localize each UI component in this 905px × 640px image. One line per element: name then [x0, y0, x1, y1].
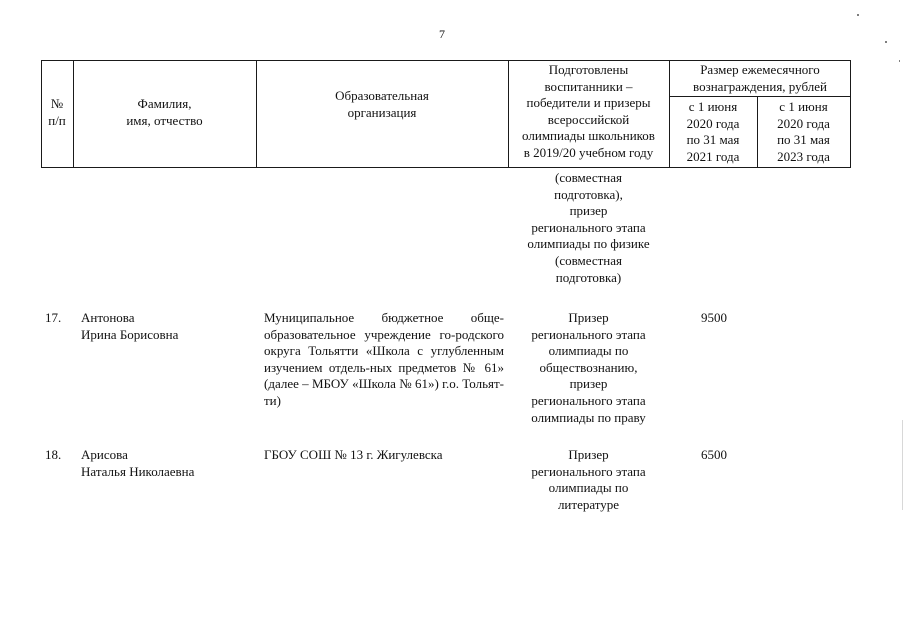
- row-fio: Арисова Наталья Николаевна: [81, 447, 195, 479]
- row-number: 18.: [45, 447, 62, 462]
- row-amount-1: 6500: [701, 447, 727, 462]
- scan-speck: [857, 14, 859, 16]
- reward-subheader-divider: [669, 96, 851, 97]
- header-period-1: с 1 июня 2020 года по 31 мая 2021 года: [686, 99, 740, 164]
- header-achievement: Подготовлены воспитанники – победители и призеры всероссийской олимпиады школьников в 2019/20 учебном году: [522, 62, 655, 160]
- scan-speck: [885, 41, 887, 43]
- row-achievement: Призер регионального этапа олимпиады по обществознанию, призер регионального этапа олимпиады по праву: [531, 310, 646, 425]
- row-organization: Муниципальное бюджетное обще-образовательное учреждение го-родского округа Тольятти «Школа с углубленным изучением отдель-ных предметов № 61» (далее – МБОУ «Школа № 61») г.о. Тольят-ти): [264, 310, 504, 408]
- header-reward-group: Размер ежемесячного вознаграждения, рублей: [693, 62, 827, 94]
- row-organization: ГБОУ СОШ № 13 г. Жигулевска: [264, 447, 443, 462]
- header-bottom-border: [41, 167, 851, 168]
- header-top-border: [41, 60, 851, 61]
- page-number: 7: [439, 27, 445, 41]
- scan-edge-line: [902, 420, 903, 510]
- header-period-2: с 1 июня 2020 года по 31 мая 2023 года: [777, 99, 830, 164]
- header-organization: Образовательная организация: [335, 88, 429, 120]
- row-number: 17.: [45, 310, 62, 325]
- scan-speck: [899, 60, 900, 62]
- row-fio: Антонова Ирина Борисовна: [81, 310, 179, 342]
- row-amount-1: 9500: [701, 310, 727, 325]
- header-num: № п/п: [48, 96, 66, 128]
- continued-achievement: (совместная подготовка), призер регионального этапа олимпиады по физике (совместная подготовка): [527, 170, 650, 285]
- row-achievement: Призер регионального этапа олимпиады по литературе: [531, 447, 646, 512]
- header-fio: Фамилия, имя, отчество: [126, 96, 203, 128]
- table-header: [41, 60, 851, 168]
